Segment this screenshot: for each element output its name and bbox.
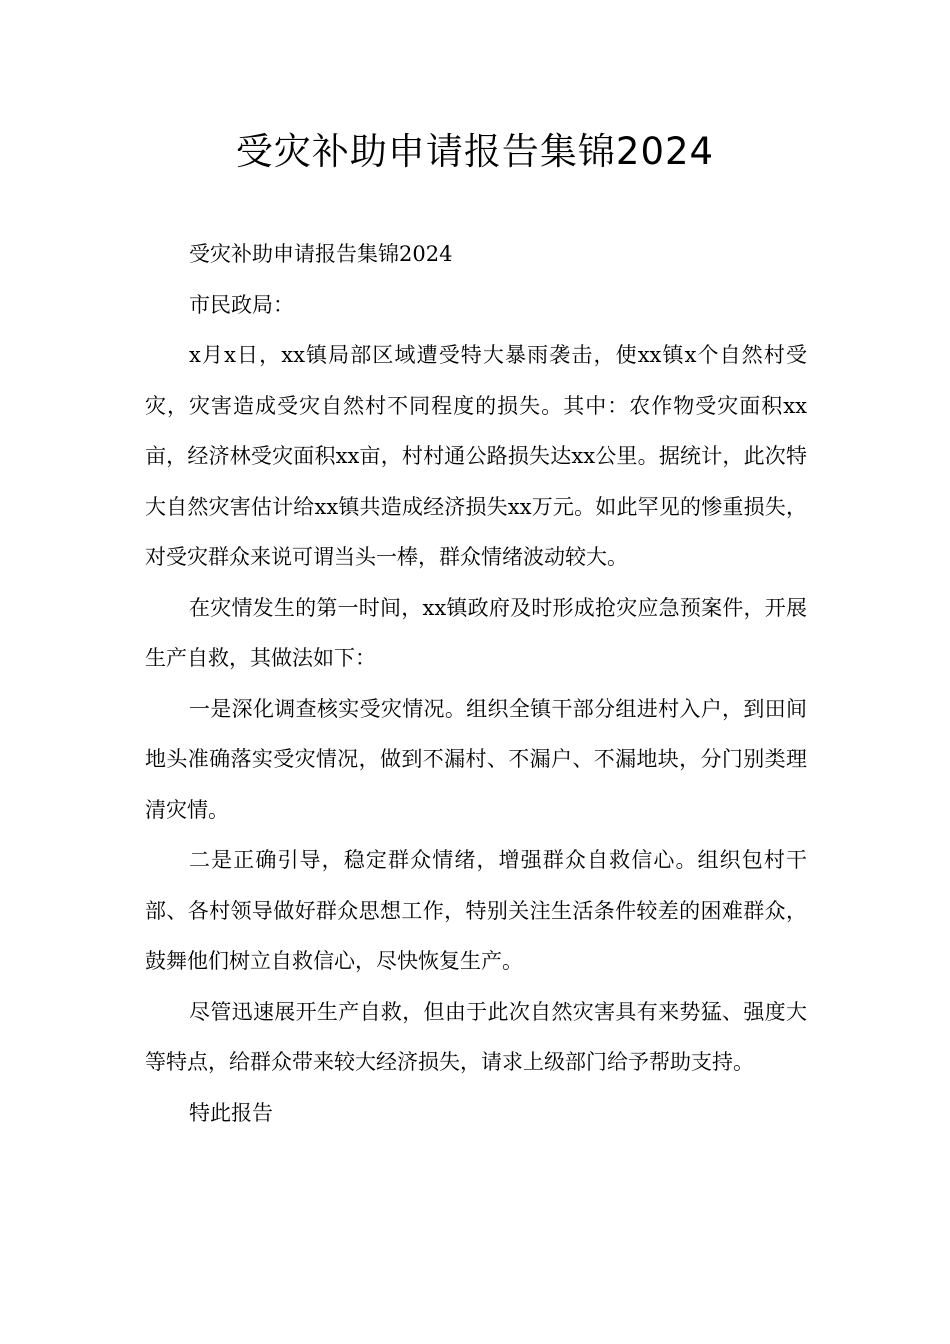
paragraph-response-intro: 在灾情发生的第一时间，xx镇政府及时形成抢灾应急预案件，开展生产自救，其做法如下： — [145, 595, 807, 670]
paragraph-closing: 特此报告 — [189, 1100, 273, 1125]
paragraph-addressee: 市民政局： — [189, 292, 294, 317]
paragraph-request: 尽管迅速展开生产自救，但由于此次自然灾害具有来势猛、强度大等特点，给群众带来较大经济损失，请求上级部门给予帮助支持。 — [145, 999, 807, 1074]
paragraph-measure-two: 二是正确引导，稳定群众情绪，增强群众自救信心。组织包村干部、各村领导做好群众思想工作，特别关注生活条件较差的困难群众，鼓舞他们树立自救信心，尽快恢复生产。 — [145, 848, 807, 973]
document-body — [145, 229, 807, 1138]
paragraph-heading: 受灾补助申请报告集锦2024 — [189, 242, 453, 266]
paragraph-disaster-description: x月x日，xx镇局部区域遭受特大暴雨袭击，使xx镇x个自然村受灾，灾害造成受灾自然村不同程度的损失。其中：农作物受灾面积xx亩，经济林受灾面积xx亩，村村通公路损失达xx公里。据统计，此次特大自然灾害估计给xx镇共造成经济损失xx万元。如此罕见的惨重损失，对受灾群众来说可谓当头一棒，群众情绪波动较大。 — [145, 343, 807, 569]
document-title: 受灾补助申请报告集锦2024 — [235, 130, 715, 173]
paragraph-measure-one: 一是深化调查核实受灾情况。组织全镇干部分组进村入户，到田间地头准确落实受灾情况，做到不漏村、不漏户、不漏地块，分门别类理清灾情。 — [145, 696, 807, 822]
